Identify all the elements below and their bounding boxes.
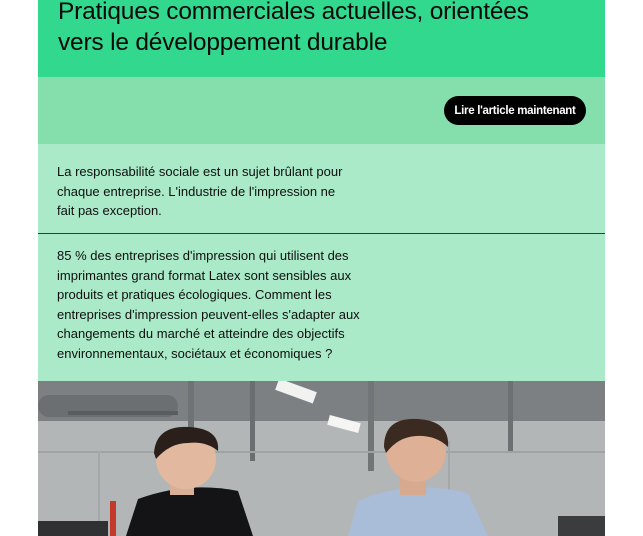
workshop-photo-illustration (38, 381, 605, 536)
cta-band (38, 77, 605, 144)
headline-line-1: Pratiques commerciales actuelles, orientées (58, 0, 529, 25)
section-divider (38, 233, 605, 234)
intro-line-1: La responsabilité sociale est un sujet brûlant pour (57, 164, 343, 179)
title-band (38, 0, 605, 77)
body-line-4: entreprises d'impression peuvent-elles s'adapter aux (57, 306, 360, 322)
intro-paragraph (57, 162, 377, 221)
workshop-photo (38, 381, 605, 536)
read-article-label: Lire l'article maintenant (454, 104, 576, 117)
intro-line-2: chaque entreprise. L'industrie de l'impression ne (57, 183, 336, 199)
read-article-button[interactable] (444, 96, 586, 125)
body-line-5: changements du marché et atteindre des objectifs (57, 326, 345, 341)
body-paragraph (57, 246, 397, 363)
body-line-6: environnementaux, sociétaux et économiques ? (57, 345, 333, 361)
headline (58, 0, 598, 58)
text-band (38, 144, 605, 381)
intro-line-3: fait pas exception. (57, 203, 162, 218)
body-line-1: 85 % des entreprises d'impression qui utilisent des (57, 248, 349, 263)
newsletter-card (38, 0, 605, 536)
body-line-2: imprimantes grand format Latex sont sensibles aux (57, 267, 352, 283)
headline-line-2: vers le développement durable (58, 29, 388, 56)
body-line-3: produits et pratiques écologiques. Comment les (57, 287, 332, 302)
